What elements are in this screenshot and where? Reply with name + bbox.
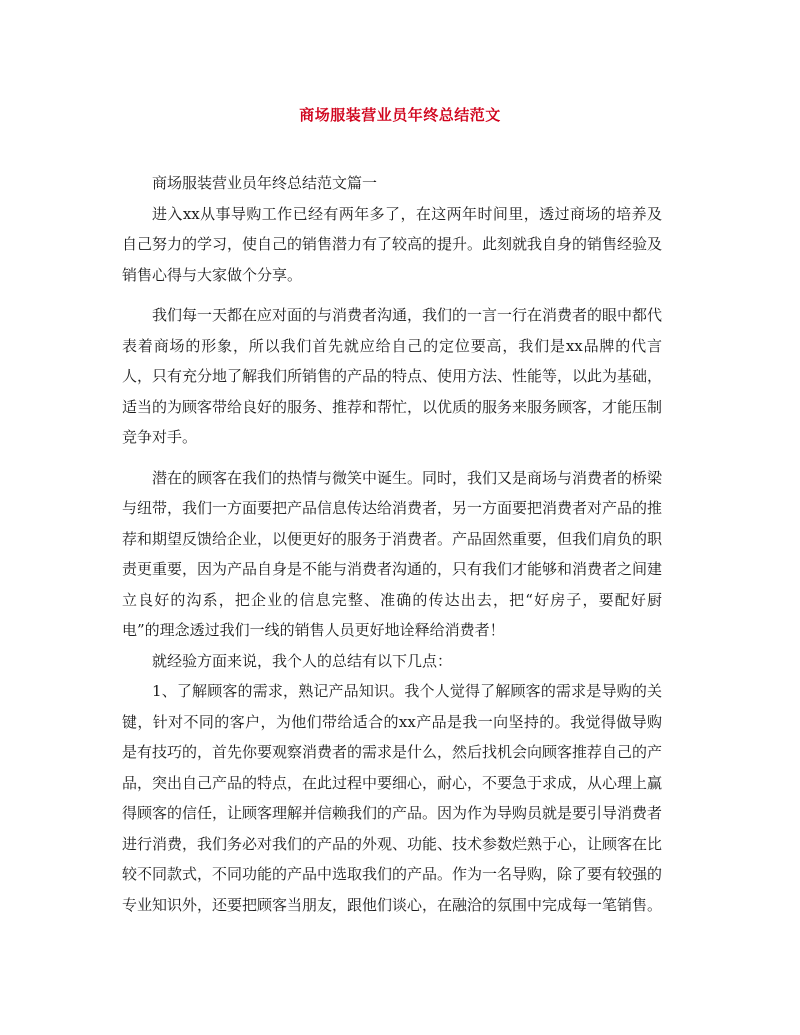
paragraph-bridge: 潜在的顾客在我们的热情与微笑中诞生。同时，我们又是商场与消费者的桥梁与纽带，我们一方面要把产品信息传达给消费者，另一方面要把消费者对产品的推荐和期望反馈给企业，以便更好的服务于消费者。产品固然重要，但我们肩负的职责更重要，因为产品自身是不能与消费者沟通的，只有我们才能够和消费者之间建立良好的沟系，把企业的信息完整、准确的传达出去，把“好房子，要配好厨电”的理念透过我们一线的销售人员更好地诠释给消费者！	[122, 468, 663, 639]
paragraph-point-1: 1、了解顾客的需求，熟记产品知识。我个人觉得了解顾客的需求是导购的关键，针对不同的客户，为他们带给适合的xx产品是我一向坚持的。我觉得做导购是有技巧的，首先你要观察消费者的需求是什么，然后找机会向顾客推荐自己的产品，突出自己产品的特点，在此过程中要细心，耐心，不要急于求成，从心理上赢得顾客的信任，让顾客理解并信赖我们的产品。因为作为导购员就是要引导消费者进行消费，我们务必对我们的产品的外观、功能、技术参数烂熟于心，让顾客在比较不同款式，不同功能的产品中选取我们的产品。作为一名导购，除了要有较强的专业知识外，还要把顾客当朋友，跟他们谈心，在融洽的氛围中完成每一笔销售。	[122, 682, 663, 914]
paragraph-intro: 进入xx从事导购工作已经有两年多了，在这两年时间里，透过商场的培养及自己努力的学习，使自己的销售潜力有了较高的提升。此刻就我自身的销售经验及销售心得与大家做个分享。	[122, 204, 663, 284]
document-title: 商场服装营业员年终总结范文	[299, 106, 501, 124]
paragraph-experience-intro: 就经验方面来说，我个人的总结有以下几点：	[152, 651, 453, 670]
document-body	[122, 168, 662, 920]
paragraph-communication: 我们每一天都在应对面的与消费者沟通，我们的一言一行在消费者的眼中都代表着商场的形象，所以我们首先就应给自己的定位要高，我们是xx品牌的代言人，只有充分地了解我们所销售的产品的特点、使用方法、性能等，以此为基础，适当的为顾客带给良好的服务、推荐和帮忙，以优质的服务来服务顾客，才能压制竞争对手。	[122, 306, 663, 446]
paragraph-subtitle: 商场服装营业员年终总结范文篇一	[152, 174, 378, 192]
